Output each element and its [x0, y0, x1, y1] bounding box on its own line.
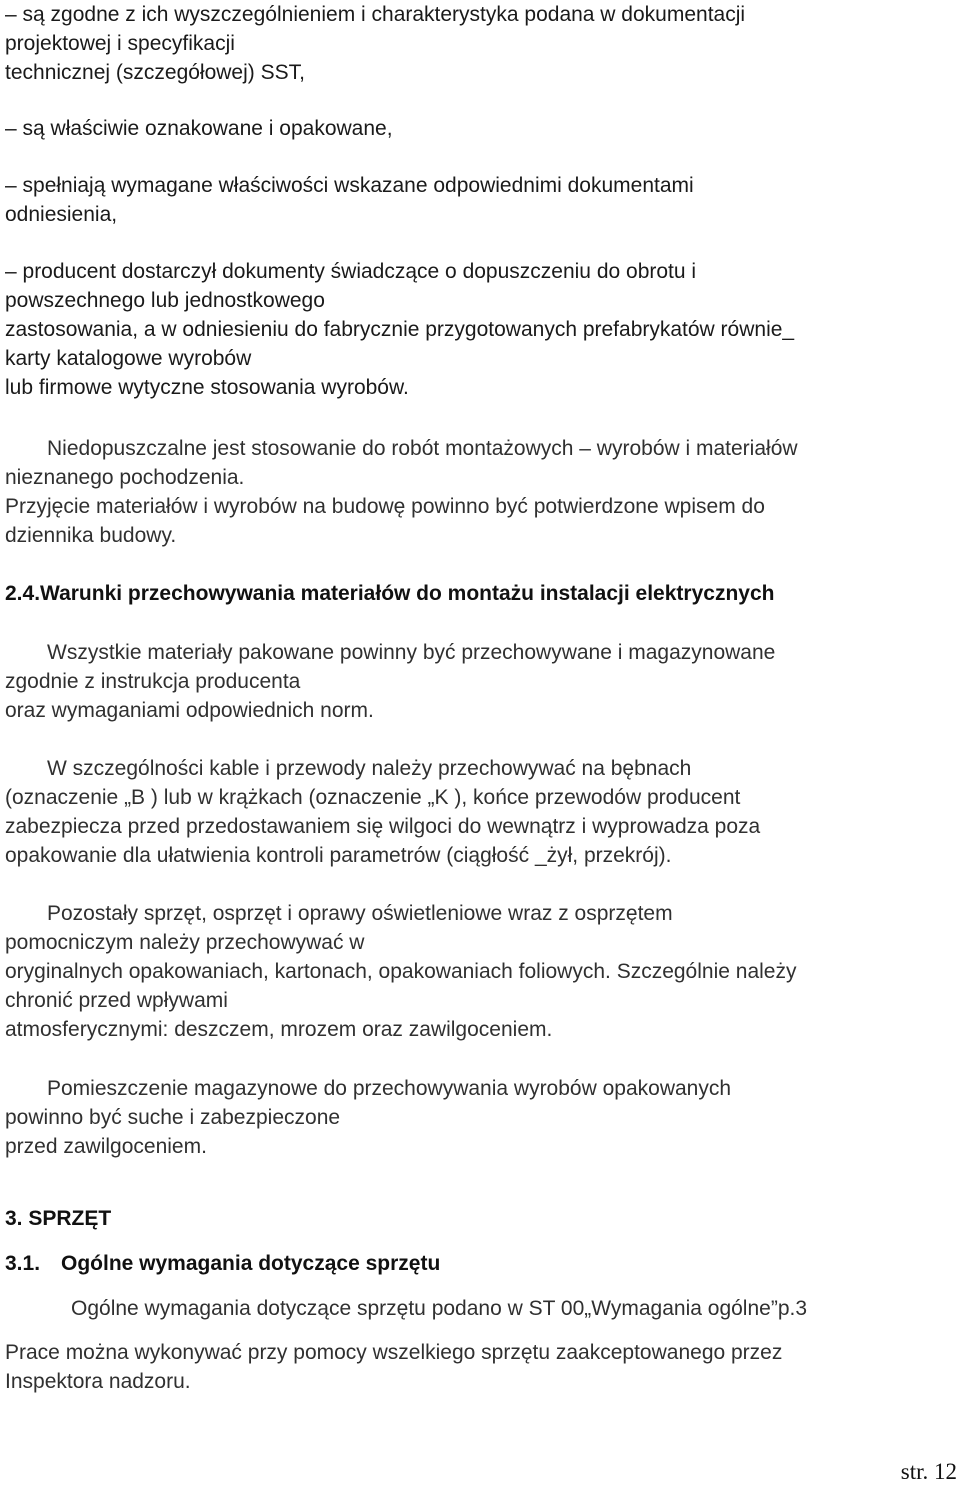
- section-number: 2.4.: [5, 582, 41, 605]
- text-line: powinno być suche i zabezpieczone: [5, 1106, 341, 1129]
- text-line: projektowej i specyfikacji: [5, 32, 235, 55]
- text-line: oraz wymaganiami odpowiednich norm.: [5, 699, 374, 722]
- text-line: W szczególności kable i przewody należy przechowywać na bębnach: [47, 757, 692, 780]
- text-line: Prace można wykonywać przy pomocy wszelkiego sprzętu zaakceptowanego przez: [5, 1341, 783, 1364]
- text-line: przed zawilgoceniem.: [5, 1135, 207, 1158]
- page-number: str. 12: [900, 1459, 957, 1484]
- section-title: Warunki przechowywania materiałów do montażu instalacji elektrycznych: [40, 582, 775, 605]
- text-line: pomocniczym należy przechowywać w: [5, 931, 365, 954]
- text-line: powszechnego lub jednostkowego: [5, 289, 325, 312]
- text-line: Niedopuszczalne jest stosowanie do robót montażowych – wyrobów i materiałów: [47, 437, 798, 460]
- section-number: 3.1.: [5, 1252, 41, 1275]
- text-line: zgodnie z instrukcja producenta: [5, 670, 301, 693]
- text-line: – są zgodne z ich wyszczególnieniem i charakterystyka podana w dokumentacji: [5, 3, 746, 26]
- text-line: Pozostały sprzęt, osprzęt i oprawy oświetleniowe wraz z osprzętem: [47, 902, 673, 925]
- text-line: chronić przed wpływami: [5, 989, 228, 1012]
- text-line: nieznanego pochodzenia.: [5, 466, 245, 489]
- text-line: Inspektora nadzoru.: [5, 1370, 191, 1393]
- text-line: technicznej (szczegółowej) SST,: [5, 61, 305, 84]
- text-line: (oznaczenie „B ) lub w krążkach (oznaczenie „K ), końce przewodów producent: [5, 786, 741, 809]
- text-line: Ogólne wymagania dotyczące sprzętu podano w ST 00„Wymagania ogólne”p.3: [71, 1297, 808, 1320]
- text-line: opakowanie dla ułatwienia kontroli parametrów (ciągłość _żył, przekrój).: [5, 844, 672, 867]
- text-line: – producent dostarczył dokumenty świadczące o dopuszczeniu do obrotu i: [5, 260, 697, 283]
- text-line: karty katalogowe wyrobów: [5, 347, 252, 370]
- text-line: Pomieszczenie magazynowe do przechowywania wyrobów opakowanych: [47, 1077, 732, 1100]
- text-line: – są właściwie oznakowane i opakowane,: [5, 117, 393, 140]
- section-heading-3-1: [5, 1249, 441, 1278]
- text-line: Wszystkie materiały pakowane powinny być przechowywane i magazynowane: [47, 641, 776, 664]
- section-heading-3: 3. SPRZĘT: [5, 1207, 112, 1230]
- text-line: lub firmowe wytyczne stosowania wyrobów.: [5, 376, 409, 399]
- text-line: oryginalnych opakowaniach, kartonach, opakowaniach foliowych. Szczególnie należy: [5, 960, 797, 983]
- text-line: atmosferycznymi: deszczem, mrozem oraz zawilgoceniem.: [5, 1018, 553, 1041]
- text-line: – spełniają wymagane właściwości wskazane odpowiednimi dokumentami: [5, 174, 694, 197]
- section-heading-2-4: [5, 579, 774, 608]
- text-line: Przyjęcie materiałów i wyrobów na budowę powinno być potwierdzone wpisem do: [5, 495, 765, 518]
- text-line: zabezpiecza przed przedostawaniem się wilgoci do wewnątrz i wyprowadza poza: [5, 815, 761, 838]
- text-line: zastosowania, a w odniesieniu do fabrycznie przygotowanych prefabrykatów równie_: [5, 318, 795, 341]
- text-line: odniesienia,: [5, 203, 118, 226]
- text-line: dziennika budowy.: [5, 524, 177, 547]
- section-title: Ogólne wymagania dotyczące sprzętu: [61, 1252, 441, 1275]
